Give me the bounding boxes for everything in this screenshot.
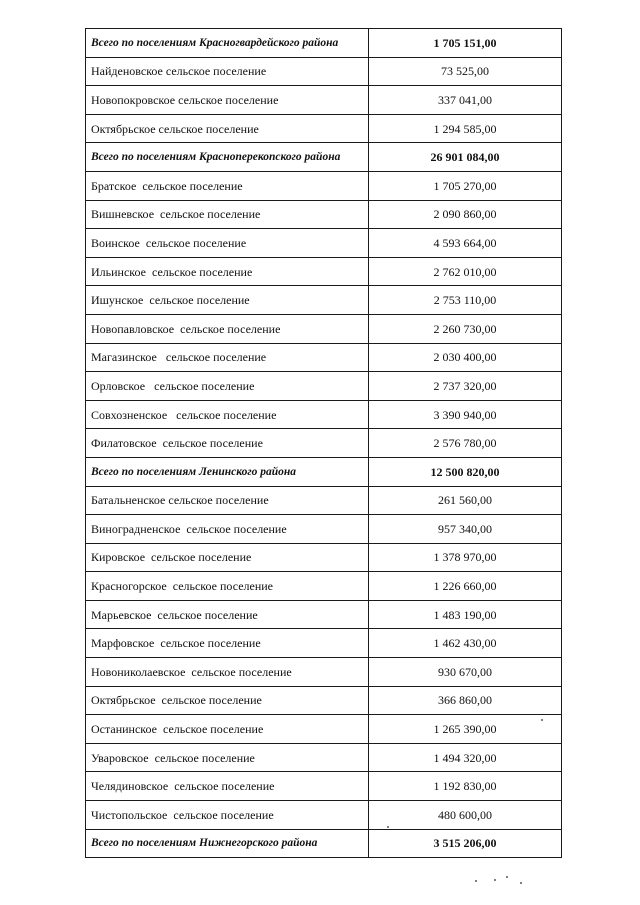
settlement-name: Останинское сельское поселение xyxy=(86,715,369,744)
district-total-amount: 3 515 206,00 xyxy=(369,829,562,858)
settlement-amount: 1 265 390,00 xyxy=(369,715,562,744)
settlement-row xyxy=(86,543,562,572)
settlement-name: Октябрьское сельское поселение xyxy=(86,686,369,715)
settlement-row xyxy=(86,372,562,401)
settlement-row xyxy=(86,114,562,143)
settlement-amount: 2 737 320,00 xyxy=(369,372,562,401)
settlement-amount: 1 483 190,00 xyxy=(369,600,562,629)
settlement-name: Красногорское сельское поселение xyxy=(86,572,369,601)
settlement-row xyxy=(86,314,562,343)
settlement-name: Марфовское сельское поселение xyxy=(86,629,369,658)
settlement-amount: 1 705 270,00 xyxy=(369,171,562,200)
scan-speck xyxy=(520,882,522,884)
settlement-name: Филатовское сельское поселение xyxy=(86,429,369,458)
settlement-row xyxy=(86,629,562,658)
scan-speck xyxy=(475,880,477,882)
settlement-name: Орловское сельское поселение xyxy=(86,372,369,401)
settlement-amount: 337 041,00 xyxy=(369,86,562,115)
settlement-name: Кировское сельское поселение xyxy=(86,543,369,572)
settlement-row xyxy=(86,343,562,372)
settlement-name: Батальненское сельское поселение xyxy=(86,486,369,515)
settlement-row xyxy=(86,86,562,115)
settlement-row xyxy=(86,229,562,258)
settlement-amount: 1 378 970,00 xyxy=(369,543,562,572)
district-total-row xyxy=(86,143,562,172)
settlement-amount: 73 525,00 xyxy=(369,57,562,86)
settlement-row xyxy=(86,286,562,315)
table-body xyxy=(86,29,562,858)
district-total-row xyxy=(86,457,562,486)
settlement-amount: 3 390 940,00 xyxy=(369,400,562,429)
district-total-amount: 26 901 084,00 xyxy=(369,143,562,172)
settlement-row xyxy=(86,57,562,86)
settlement-name: Уваровское сельское поселение xyxy=(86,743,369,772)
settlement-amount: 1 494 320,00 xyxy=(369,743,562,772)
settlement-amount: 957 340,00 xyxy=(369,515,562,544)
settlement-amount: 1 294 585,00 xyxy=(369,114,562,143)
settlement-row xyxy=(86,486,562,515)
settlement-amount: 1 226 660,00 xyxy=(369,572,562,601)
settlement-amount: 2 753 110,00 xyxy=(369,286,562,315)
settlement-name: Новониколаевское сельское поселение xyxy=(86,658,369,687)
settlement-name: Ильинское сельское поселение xyxy=(86,257,369,286)
settlement-row xyxy=(86,171,562,200)
scan-speck xyxy=(541,719,543,721)
settlement-row xyxy=(86,801,562,830)
scan-speck xyxy=(506,876,508,878)
settlement-row xyxy=(86,429,562,458)
settlement-amount: 1 462 430,00 xyxy=(369,629,562,658)
settlement-row xyxy=(86,257,562,286)
settlement-row xyxy=(86,515,562,544)
settlement-amount: 930 670,00 xyxy=(369,658,562,687)
settlement-name: Виноградненское сельское поселение xyxy=(86,515,369,544)
settlement-name: Октябрьское сельское поселение xyxy=(86,114,369,143)
settlement-name: Вишневское сельское поселение xyxy=(86,200,369,229)
settlement-amount: 2 260 730,00 xyxy=(369,314,562,343)
settlement-name: Челядиновское сельское поселение xyxy=(86,772,369,801)
settlement-amount: 261 560,00 xyxy=(369,486,562,515)
settlement-amount: 1 192 830,00 xyxy=(369,772,562,801)
district-total-label: Всего по поселениям Красноперекопского района xyxy=(86,143,369,172)
settlement-amount: 2 576 780,00 xyxy=(369,429,562,458)
settlement-row xyxy=(86,572,562,601)
scan-speck xyxy=(387,826,389,828)
scan-speck xyxy=(494,879,496,881)
settlement-row xyxy=(86,600,562,629)
settlement-row xyxy=(86,772,562,801)
settlement-name: Новопавловское сельское поселение xyxy=(86,314,369,343)
district-total-amount: 12 500 820,00 xyxy=(369,457,562,486)
district-total-row xyxy=(86,829,562,858)
settlement-name: Магазинское сельское поселение xyxy=(86,343,369,372)
district-total-row xyxy=(86,29,562,58)
settlement-amount: 2 030 400,00 xyxy=(369,343,562,372)
settlement-name: Чистопольское сельское поселение xyxy=(86,801,369,830)
settlement-amount: 2 762 010,00 xyxy=(369,257,562,286)
settlement-row xyxy=(86,686,562,715)
settlement-name: Марьевское сельское поселение xyxy=(86,600,369,629)
settlement-name: Новопокровское сельское поселение xyxy=(86,86,369,115)
settlement-name: Воинское сельское поселение xyxy=(86,229,369,258)
district-total-label: Всего по поселениям Ленинского района xyxy=(86,457,369,486)
district-total-amount: 1 705 151,00 xyxy=(369,29,562,58)
settlement-amount: 366 860,00 xyxy=(369,686,562,715)
settlement-row xyxy=(86,658,562,687)
settlement-row xyxy=(86,200,562,229)
district-total-label: Всего по поселениям Нижнегорского района xyxy=(86,829,369,858)
settlement-amount: 480 600,00 xyxy=(369,801,562,830)
settlement-amount: 4 593 664,00 xyxy=(369,229,562,258)
settlements-budget-table xyxy=(85,28,562,858)
settlement-name: Ишунское сельское поселение xyxy=(86,286,369,315)
settlement-row xyxy=(86,715,562,744)
settlement-amount: 2 090 860,00 xyxy=(369,200,562,229)
settlement-name: Найденовское сельское поселение xyxy=(86,57,369,86)
settlement-name: Братское сельское поселение xyxy=(86,171,369,200)
settlement-name: Совхозненское сельское поселение xyxy=(86,400,369,429)
settlement-row xyxy=(86,743,562,772)
settlement-row xyxy=(86,400,562,429)
district-total-label: Всего по поселениям Красногвардейского района xyxy=(86,29,369,58)
